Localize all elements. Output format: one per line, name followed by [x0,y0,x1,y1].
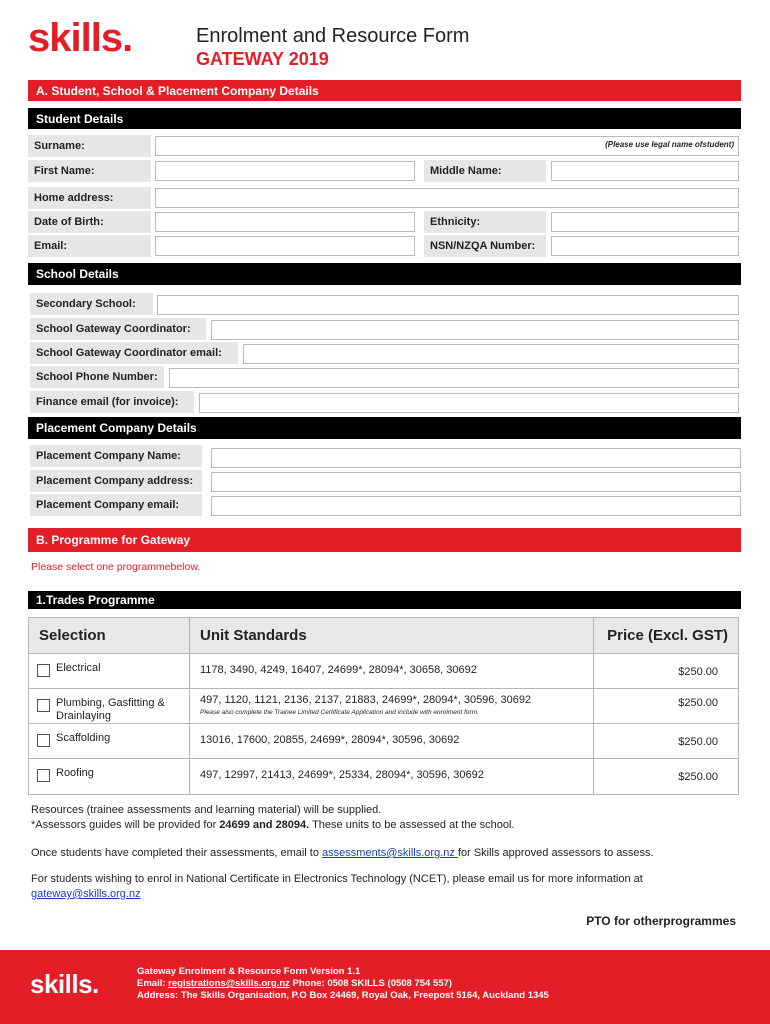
unit-note: Please also complete the Trainee Limited Certificate Application and include with enrolment form. [200,709,479,716]
price-cell [594,759,738,794]
footer-version: Gateway Enrolment & Resource Form Version 1.1 [137,966,361,977]
price-cell [594,689,738,723]
selection-cell [29,724,190,758]
form-subtitle: GATEWAY 2019 [196,49,329,69]
placement-name-field[interactable] [211,448,741,468]
school-phone-label: School Phone Number: [30,366,164,388]
footer-phone: Phone: 0508 SKILLS (0508 754 557) [289,978,452,989]
plumbing-checkbox[interactable] [37,699,50,712]
finance-email-field[interactable] [199,393,739,413]
footer-address: Address: The Skills Organisation, P.O Box 24469, Royal Oak, Freepost 5164, Auckland 1345 [137,990,549,1001]
selection-cell [29,759,190,794]
school-details-heading: School Details [28,263,741,285]
surname-field[interactable] [155,136,739,156]
home-address-field[interactable] [155,188,739,208]
coordinator-field[interactable] [211,320,739,340]
unit-standards: 497, 12997, 21413, 24699*, 25334, 28094*, 30596, 30692 [200,769,484,781]
placement-address-label: Placement Company address: [30,470,202,492]
price: $250.00 [678,666,718,678]
email-label: Email: [28,235,151,257]
assessors-line [31,818,514,833]
nsn-field[interactable] [551,236,739,256]
price: $250.00 [678,697,718,709]
selection-cell [29,654,190,688]
school-phone-field[interactable] [169,368,739,388]
ethnicity-label: Ethnicity: [424,211,546,233]
col-unit-standards: Unit Standards [190,618,594,653]
pto-note: PTO for otherprogrammes [586,914,736,928]
roofing-checkbox[interactable] [37,769,50,782]
placement-details-heading: Placement Company Details [28,417,741,439]
gateway-email-link[interactable]: gateway@skills.org.nz [31,888,141,900]
footer-email-link[interactable]: registrations@skills.org.nz [168,978,290,989]
units-cell [190,759,594,794]
section-a-heading: A. Student, School & Placement Company Details [28,80,741,101]
section-b-heading: B. Programme for Gateway [28,528,741,552]
selection-cell [29,689,190,723]
placement-name-label: Placement Company Name: [30,445,202,467]
coordinator-email-label: School Gateway Coordinator email: [30,342,238,364]
table-row-scaffolding [29,724,738,759]
scaffolding-checkbox[interactable] [37,734,50,747]
col-selection: Selection [29,618,190,653]
table-row-electrical [29,654,738,689]
student-details-heading: Student Details [28,108,741,129]
selection-label: Scaffolding [56,732,111,744]
table-row-roofing [29,759,738,794]
units-cell [190,689,594,723]
placement-email-field[interactable] [211,496,741,516]
price-cell [594,724,738,758]
coordinator-email-field[interactable] [243,344,739,364]
secondary-school-field[interactable] [157,295,739,315]
selection-label: Plumbing, Gasfitting & Drainlaying [56,697,165,722]
table-header [29,618,738,654]
col-price: Price (Excl. GST) [607,627,728,644]
placement-address-field[interactable] [211,472,741,492]
nsn-label: NSN/NZQA Number: [424,235,546,257]
surname-note: (Please use legal name ofstudent) [605,140,734,149]
completed-pre: Once students have completed their assessments, email to [31,847,323,859]
surname-label: Surname: [28,135,151,157]
footer [0,950,770,1024]
assessors-bold: 24699 and 28094. [219,819,310,831]
price-cell [594,654,738,688]
finance-email-label: Finance email (for invoice): [30,391,194,413]
selection-label: Roofing [56,767,94,779]
secondary-school-label: Secondary School: [30,293,153,315]
price: $250.00 [678,771,718,783]
programme-select-note: Please select one programmebelow. [31,561,201,573]
selection-label: Electrical [56,662,101,674]
footer-contact [137,978,549,990]
trades-programme-table [28,617,739,795]
middle-name-field[interactable] [551,161,739,181]
table-row-plumbing [29,689,738,724]
home-address-label: Home address: [28,187,151,209]
footer-text [137,966,549,1002]
trades-programme-heading: 1.Trades Programme [28,591,741,609]
first-name-field[interactable] [155,161,415,181]
email-field[interactable] [155,236,415,256]
unit-standards: 497, 1120, 1121, 2136, 2137, 21883, 24699*, 28094*, 30596, 30692 [200,694,532,706]
assessors-pre: *Assessors guides will be provided for [31,819,220,831]
dob-field[interactable] [155,212,415,232]
units-cell [190,654,594,688]
resources-note [31,803,514,833]
unit-standards: 13016, 17600, 20855, 24699*, 28094*, 30596, 30692 [200,734,460,746]
unit-standards: 1178, 3490, 4249, 16407, 24699*, 28094*, 30658, 30692 [200,664,477,676]
electrical-checkbox[interactable] [37,664,50,677]
resources-line: Resources (trainee assessments and learning material) will be supplied. [31,804,382,816]
ethnicity-field[interactable] [551,212,739,232]
ncet-note [31,872,731,902]
ncet-text: For students wishing to enrol in National Certificate in Electronics Technology (NCET), please email us for more information at [31,873,643,885]
footer-logo: skills. [30,969,99,999]
units-cell [190,724,594,758]
middle-name-label: Middle Name: [424,160,546,182]
assessors-post: These units to be assessed at the school. [309,819,515,831]
skills-logo: skills. [28,16,133,60]
first-name-label: First Name: [28,160,151,182]
completed-post: for Skills approved assessors to assess. [457,847,654,859]
dob-label: Date of Birth: [28,211,151,233]
form-title: Enrolment and Resource Form [196,25,470,47]
assessments-email-link[interactable]: assessments@skills.org.nz [322,847,458,859]
footer-email-label: Email: [137,978,169,989]
coordinator-label: School Gateway Coordinator: [30,318,206,340]
placement-email-label: Placement Company email: [30,494,202,516]
price: $250.00 [678,736,718,748]
assessment-email-note [31,846,654,861]
